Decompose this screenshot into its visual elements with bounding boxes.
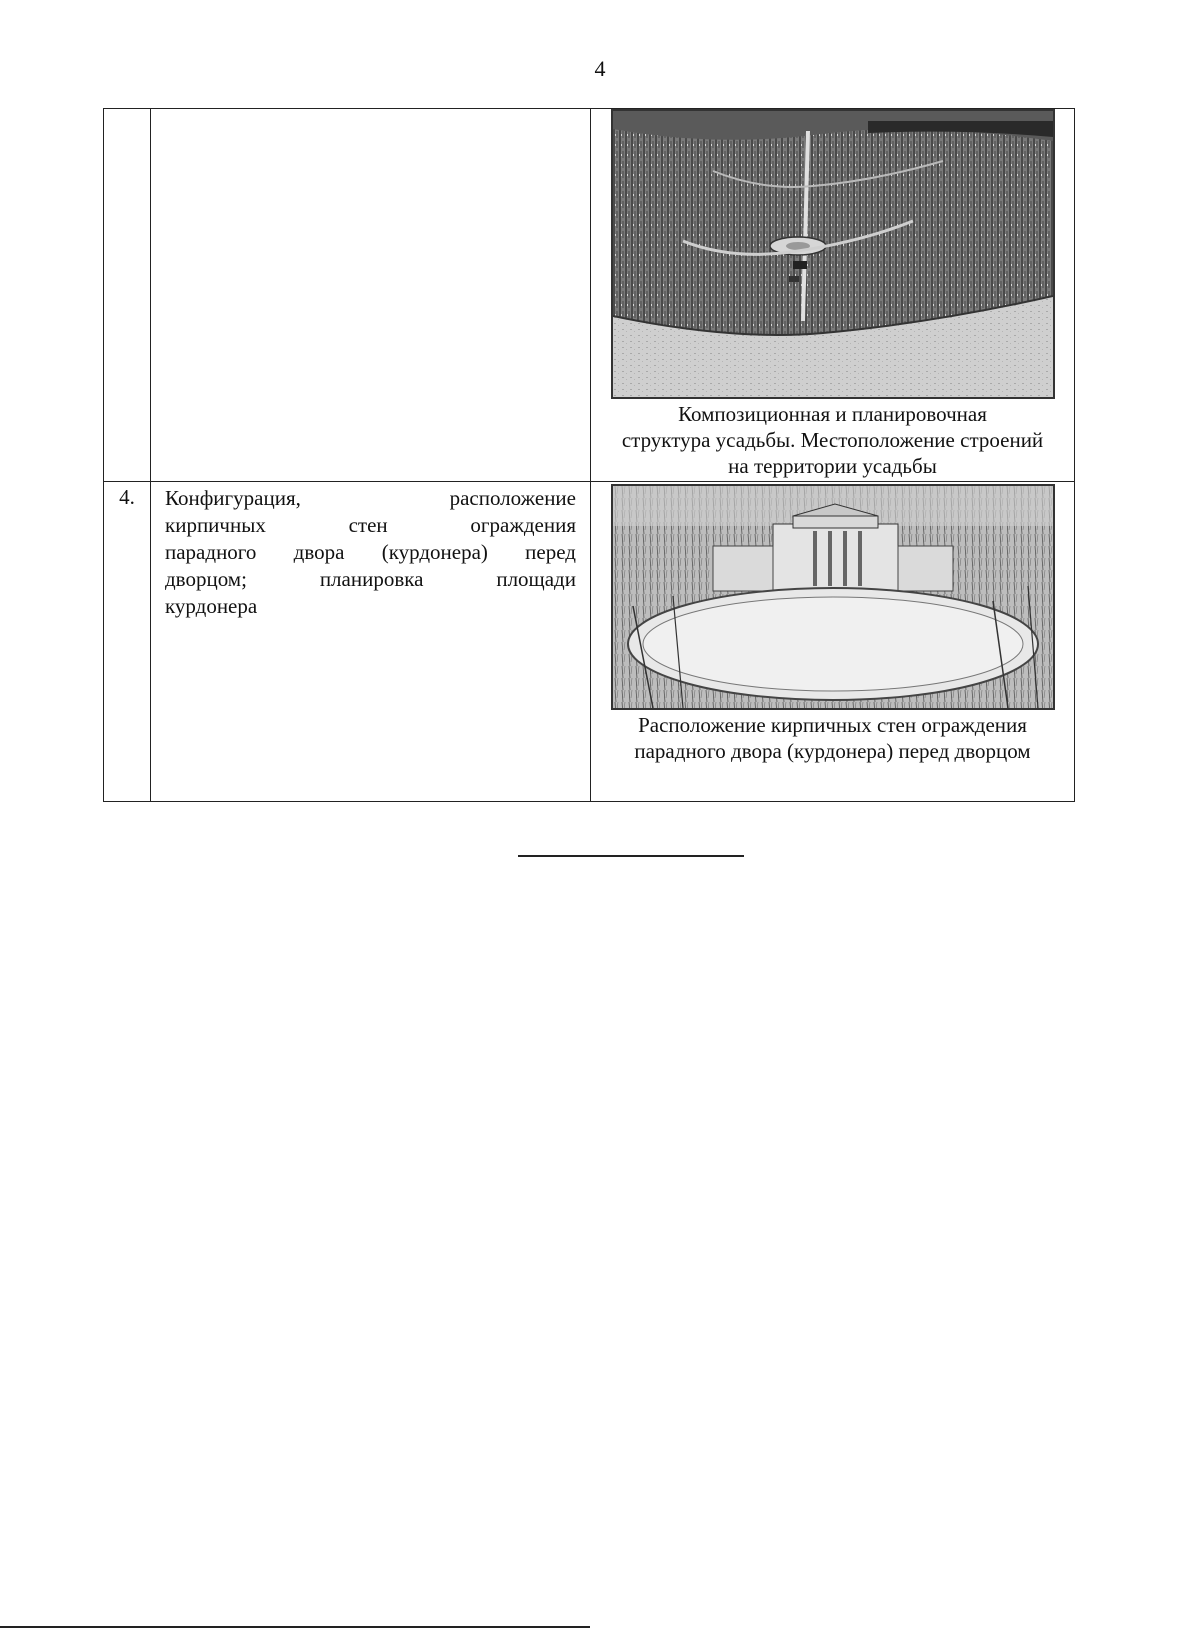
page-number: 4 (594, 56, 606, 81)
caption-line: парадного двора (курдонера) перед дворцом (634, 739, 1031, 763)
image-caption (591, 710, 1074, 764)
table-row (104, 109, 1075, 482)
description-line (165, 512, 576, 539)
features-table (103, 108, 1075, 802)
row-image-cell (591, 109, 1075, 482)
description-word: перед (525, 540, 576, 564)
row-description-cell (151, 482, 591, 802)
description-word: двора (293, 540, 345, 564)
image-caption (591, 399, 1074, 479)
description-word: площади (496, 567, 576, 591)
caption-line: Расположение кирпичных стен ограждения (638, 713, 1027, 737)
description-word: стен (348, 513, 388, 537)
description-word: планировка (319, 567, 424, 591)
caption-line: на территории усадьбы (728, 454, 937, 478)
description-line (165, 539, 576, 566)
footer-rule (0, 1626, 590, 1628)
description-line (165, 485, 576, 512)
table-row (104, 482, 1075, 802)
description-word: расположение (449, 486, 576, 510)
palace-courtyard-photo (611, 484, 1055, 710)
description-line (165, 593, 576, 620)
aerial-estate-plan-photo (611, 109, 1055, 399)
description-word: Конфигурация, (165, 486, 301, 510)
description-word: ограждения (470, 513, 576, 537)
description-word: курдонера (165, 594, 258, 618)
description-word: (курдонера) (381, 540, 488, 564)
row-number-cell: 4. (104, 482, 151, 802)
description-line (165, 566, 576, 593)
row-image-cell (591, 482, 1075, 802)
description-word: парадного (165, 540, 257, 564)
caption-line: Композиционная и планировочная (678, 402, 987, 426)
section-end-divider (518, 855, 744, 857)
row-number-cell (104, 109, 151, 482)
row-description-cell (151, 109, 591, 482)
description-word: дворцом; (165, 567, 247, 591)
caption-line: структура усадьбы. Местоположение строений (621, 428, 1044, 452)
description-word: кирпичных (165, 513, 266, 537)
